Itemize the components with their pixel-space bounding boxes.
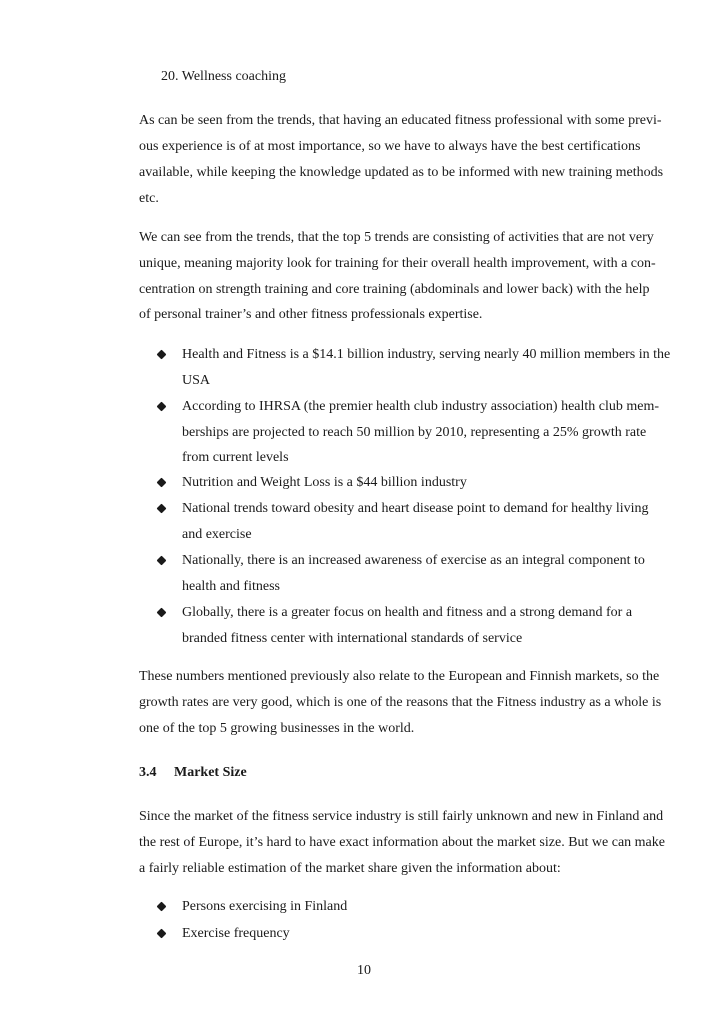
- list-item: USA: [182, 373, 211, 388]
- numbered-item-20: 20. Wellness coaching: [161, 69, 286, 84]
- bullet-icon: [157, 478, 167, 488]
- paragraph-line: As can be seen from the trends, that having an educated fitness professional with some previ-: [139, 113, 662, 128]
- list-item: from current levels: [182, 450, 289, 465]
- bullet-icon: [157, 556, 167, 566]
- list-item: Nationally, there is an increased awareness of exercise as an integral component to: [182, 553, 645, 568]
- paragraph-line: available, while keeping the knowledge updated as to be informed with new training methods: [139, 165, 664, 180]
- list-item: health and fitness: [182, 579, 280, 594]
- bullet-icon: [157, 402, 167, 412]
- paragraph-line: Since the market of the fitness service industry is still fairly unknown and new in Finland and: [139, 809, 664, 824]
- paragraph-line: etc.: [139, 191, 159, 206]
- paragraph-line: growth rates are very good, which is one of the reasons that the Fitness industry as a whole is: [139, 695, 662, 710]
- section-number: 3.4: [139, 765, 157, 780]
- list-item: branded fitness center with international standards of service: [182, 631, 523, 646]
- bullet-icon: [157, 902, 167, 912]
- paragraph-line: We can see from the trends, that the top 5 trends are consisting of activities that are not very: [139, 230, 654, 245]
- bullet-icon: [157, 608, 167, 618]
- section-title: Market Size: [174, 765, 247, 780]
- paragraph-line: centration on strength training and core training (abdominals and lower back) with the help: [139, 282, 650, 297]
- paragraph-line: unique, meaning majority look for training for their overall health improvement, with a con-: [139, 256, 656, 271]
- paragraph-line: a fairly reliable estimation of the market share given the information about:: [139, 861, 561, 876]
- list-item: National trends toward obesity and heart disease point to demand for healthy living: [182, 501, 649, 516]
- bullet-icon: [157, 929, 167, 939]
- paragraph-line: ous experience is of at most importance, so we have to always have the best certifications: [139, 139, 641, 154]
- paragraph-line: the rest of Europe, it’s hard to have exact information about the market size. But we can make: [139, 835, 665, 850]
- page-number: 10: [357, 963, 371, 978]
- section-heading: [139, 764, 247, 782]
- list-item: According to IHRSA (the premier health club industry association) health club mem-: [182, 399, 660, 414]
- list-item: Exercise frequency: [182, 926, 290, 941]
- list-item: Nutrition and Weight Loss is a $44 billion industry: [182, 475, 467, 490]
- bullet-icon: [157, 504, 167, 514]
- bullet-icon: [157, 350, 167, 360]
- list-item: Health and Fitness is a $14.1 billion industry, serving nearly 40 million members in the: [182, 347, 671, 362]
- list-item: Globally, there is a greater focus on health and fitness and a strong demand for a: [182, 605, 633, 620]
- paragraph-line: one of the top 5 growing businesses in the world.: [139, 721, 415, 736]
- list-item: berships are projected to reach 50 million by 2010, representing a 25% growth rate: [182, 425, 647, 440]
- paragraph-line: of personal trainer’s and other fitness professionals expertise.: [139, 307, 483, 322]
- list-item: Persons exercising in Finland: [182, 899, 348, 914]
- paragraph-line: These numbers mentioned previously also relate to the European and Finnish markets, so the: [139, 669, 660, 684]
- list-item: and exercise: [182, 527, 252, 542]
